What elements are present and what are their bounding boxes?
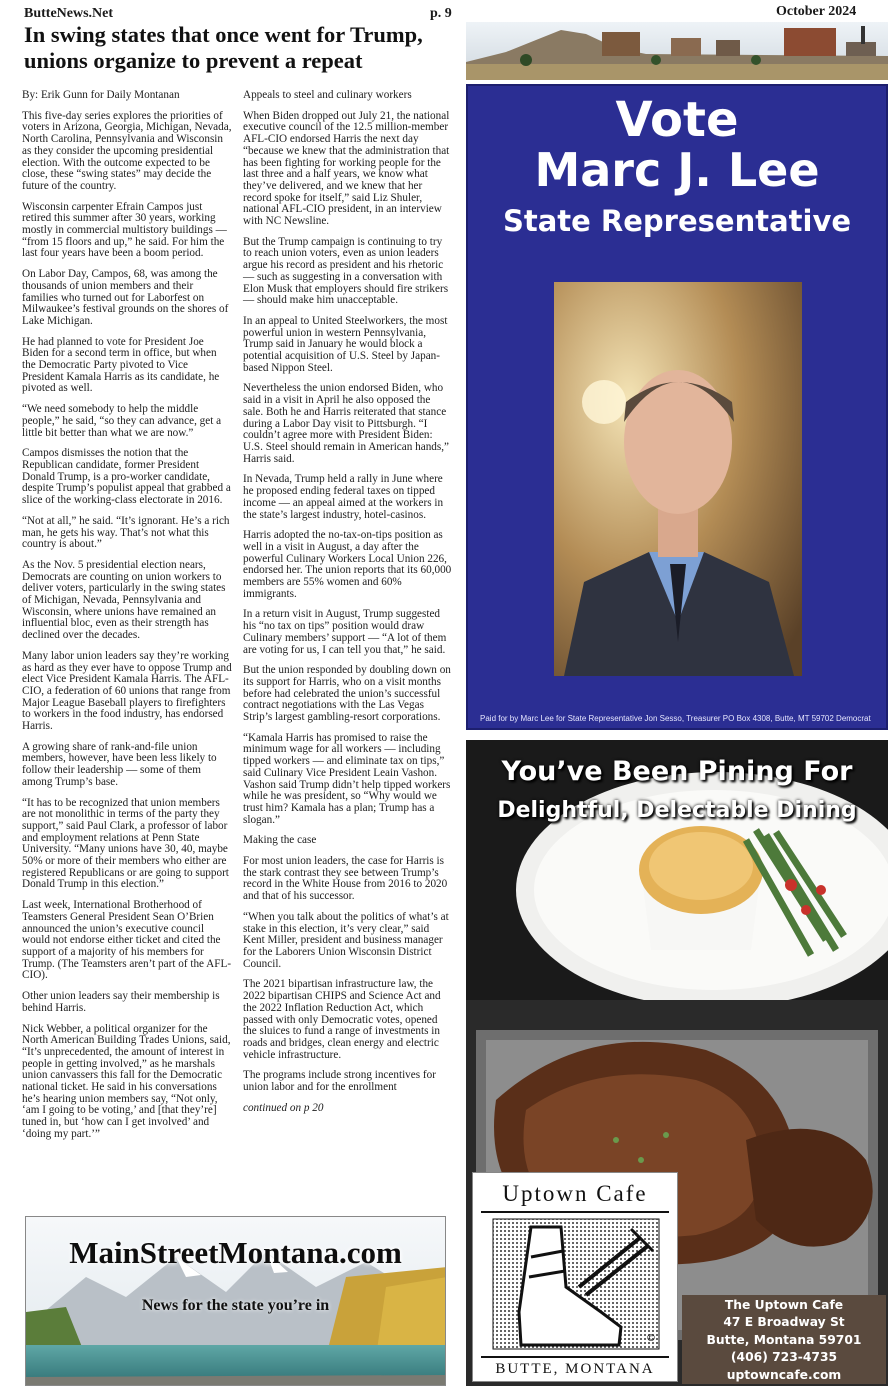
paragraph: In a return visit in August, Trump suggested his “no tax on tips” position would draw Culinary members’ support — “A lot of them are voting for us, I can tell you that,” he said. <box>243 608 447 656</box>
candidate-office: State Representative <box>502 204 852 238</box>
page-number: p. 9 <box>430 6 452 21</box>
logo-rule <box>481 1211 669 1213</box>
paragraph: The 2021 bipartisan infrastructure law, the 2022 bipartisan CHIPS and Science Act and the 2022 Inflation Reduction Act, which passed with only Democratic votes, opened the sluices to fund a range of investments in roads and bridges, clean energy and electric vehicle infrastructure. <box>243 978 441 1061</box>
boot-and-fork-icon <box>491 1217 661 1351</box>
restaurant-ad[interactable] <box>466 740 888 1386</box>
paragraph: But the union responded by doubling down on its support for Harris, who on a visit months before had celebrated the union’s successful contract negotiations with the Las Vegas Strip’s largest gambling-resort corporations. <box>243 664 451 724</box>
article-headline: In swing states that once went for Trump, unions organize to prevent a repeat <box>24 22 423 73</box>
site-name: ButteNews.Net <box>24 6 114 21</box>
subhead: Making the case <box>243 834 317 847</box>
city-skyline-photo <box>466 22 888 80</box>
paragraph: But the Trump campaign is continuing to try to reach union voters, even as union leaders argue his record as president and his rhetoric — such as suggesting in a conversation with Elon Musk that employers should fire strikers — should make him unacceptable. <box>243 235 449 307</box>
continued-link[interactable]: continued on p 20 <box>243 1101 324 1114</box>
logo-rule <box>481 1356 669 1358</box>
vote-headline: Vote <box>615 92 739 148</box>
paragraph: Harris adopted the no-tax-on-tips position as well in a visit in August, a day after the powerful Culinary Workers Local Union 226, endorsed her. The union reports that its 60,000 members are 55% women and 60% immigrants. <box>243 529 452 600</box>
cafe-name: The Uptown Cafe <box>724 1298 844 1312</box>
paragraph: “Kamala Harris has promised to raise the minimum wage for all workers — including tipped workers — and eliminate tax on tips,” said Culinary Vice President Leain Vashon. Vashon said Trump didn’t help tipped workers while he was president, so “Why would we trust him? Kamala has a plan; Trump has a slogan.” <box>243 731 451 826</box>
issue-date: October 2024 <box>776 4 857 19</box>
paragraph: In an appeal to United Steelworkers, the most powerful union in western Pennsylvania, Trump said in January he would block a potential acquisition of U.S. Steel by Japan-based Nippon Steel. <box>243 314 448 374</box>
paragraph: Many labor union leaders say they’re working as hard as they ever have to oppose Trump and elect Vice President Kamala Harris. The AFL-CIO, a federation of 60 unions that range from Major League Baseball players to firefighters to workers in the food industry, has endorsed Harris. <box>22 649 232 733</box>
ad-disclaimer: Paid for by Marc Lee for State Representative Jon Sesso, Treasurer PO Box 4308, Butte, MT 59702 Democrat <box>480 714 871 723</box>
ad-headline: You’ve Been Pining For <box>501 756 853 787</box>
cafe-address-block <box>682 1295 886 1384</box>
paragraph: He had planned to vote for President Joe Biden for a second term in office, but when the Democratic Party pivoted to Vice President Kamala Harris as its candidate, he pivoted as well. <box>22 335 220 395</box>
paragraph: Campos dismisses the notion that the Republican candidate, former President Donald Trump, is a pro-worker candidate, despite Trump’s populist appeal that grabbed a slice of the working-class electorate in 2016. <box>22 447 231 507</box>
paragraph: As the Nov. 5 presidential election nears, Democrats are counting on union workers to deliver voters, particularly in the swing states of Michigan, Nevada, Pennsylvania and Wisconsin, where unions have remained an influential bloc, even as their strength has declined over the decades. <box>22 558 226 642</box>
svg-text:©: © <box>646 1333 656 1344</box>
logo-location: BUTTE, MONTANA <box>495 1361 655 1377</box>
msm-title: MainStreetMontana.com <box>69 1235 402 1270</box>
paragraph: The programs include strong incentives for union labor and for the enrollment <box>243 1069 436 1094</box>
article-column-2 <box>243 90 453 1123</box>
paragraph: In Nevada, Trump held a rally in June where he proposed ending federal taxes on tipped income — an appeal aimed at the workers in the state’s largest industry, hotel-casinos. <box>243 473 444 521</box>
paragraph: Wisconsin carpenter Efrain Campos just retired this summer after 30 years, working mostly in commercial multistory buildings — “from 15 floors and up,” he said. For him the last four years have been a boom period. <box>22 200 227 260</box>
cafe-street: 47 E Broadway St <box>723 1315 845 1330</box>
ad-subheadline: Delightful, Delectable Dining <box>497 798 857 823</box>
cafe-logo <box>472 1172 678 1382</box>
cafe-phone[interactable]: (406) 723-4735 <box>730 1350 838 1365</box>
paragraph: This five-day series explores the priorities of voters in Arizona, Georgia, Michigan, Nevada, North Carolina, Pennsylvania and Wisconsin as they consider the upcoming presidential election. With the outcome expected to be close, these “swing states” may decide the future of the country. <box>22 109 232 192</box>
paragraph: Last week, International Brotherhood of Teamsters General President Sean O’Brien announced the union’s executive council would not endorse either ticket and cited the support of a majority of his members for Trump. (The Teamsters aren’t part of the AFL-CIO). <box>22 899 232 982</box>
article-column-1 <box>22 90 232 1150</box>
msm-tagline: News for the state you’re in <box>141 1297 330 1314</box>
paragraph: Nick Webber, a political organizer for the North American Building Trades Unions, said, “It’s unprecedented, the amount of interest in people in getting involved,” as he marshals union canvassers this fall for the Democratic national ticket. He said in his conversations he’s hearing union members say, “Not only, ‘am I going to be voting,’ and [that they’re] tuned in, but ‘how can I get involved’ and ‘doing my part.’” <box>22 1022 231 1140</box>
paragraph: “We need somebody to help the middle people,” he said, “so they can advance, get a little bit better than what we are now.” <box>22 403 222 439</box>
candidate-name: Marc J. Lee <box>534 143 820 197</box>
byline: By: Erik Gunn for Daily Montanan <box>22 89 180 101</box>
cafe-website[interactable]: uptowncafe.com <box>726 1367 842 1382</box>
paragraph: “It has to be recognized that union members are not monolithic in terms of the party they support,” said Paul Clark, a professor of labor and employment relations at Penn State University. “Many unions have 30, 40, maybe 50% or more of their members who either are registered Republicans or are going to support Donald Trump in this election.” <box>22 796 229 891</box>
paragraph: Other union leaders say their membership is behind Harris. <box>22 990 220 1014</box>
political-ad[interactable] <box>466 84 888 730</box>
paragraph: When Biden dropped out July 21, the national executive council of the 12.5 million-member AFL-CIO endorsed Harris the next day “because we knew that the administration that has been fighting for working people for the last three and a half years, we know what they’ve delivered, and we knew that her record spoke for itself,” said Liz Shuler, national AFL-CIO president, in an interview with NC Newsline. <box>243 109 450 228</box>
paragraph: “When you talk about the politics of what’s at stake in this election, it’s very clear,” said Kent Miller, president and business manager for the Laborers Union Wisconsin District Council. <box>243 910 449 970</box>
paragraph: For most union leaders, the case for Harris is the stark contrast they see between Trump’s record in the White House from 2016 to 2020 and that of his successor. <box>243 855 448 903</box>
paragraph: A growing share of rank-and-file union members, however, have been less likely to follow their leadership — some of them among Trump’s base. <box>22 740 217 788</box>
paragraph: On Labor Day, Campos, 68, was among the thousands of union members and their families who turned out for Laborfest on Milwaukee’s festival grounds on the shores of Lake Michigan. <box>22 268 229 327</box>
cafe-city: Butte, Montana 59701 <box>706 1332 862 1347</box>
candidate-photo <box>554 282 802 676</box>
logo-title: Uptown Cafe <box>502 1181 648 1206</box>
paragraph: “Not at all,” he said. “It’s ignorant. He’s a rich man, he gets his way. That’s not what this country is about.” <box>22 514 230 551</box>
mainstreetmontana-ad[interactable] <box>25 1216 446 1386</box>
subhead: Appeals to steel and culinary workers <box>243 89 412 101</box>
paragraph: Nevertheless the union endorsed Biden, who said in a visit in April he also opposed the sale. Both he and Harris reiterated that stance during a Labor Day visit to Pittsburgh. “I couldn’t agree more with President Biden: U.S. Steel should remain in American hands,” Harris said. <box>243 382 449 465</box>
